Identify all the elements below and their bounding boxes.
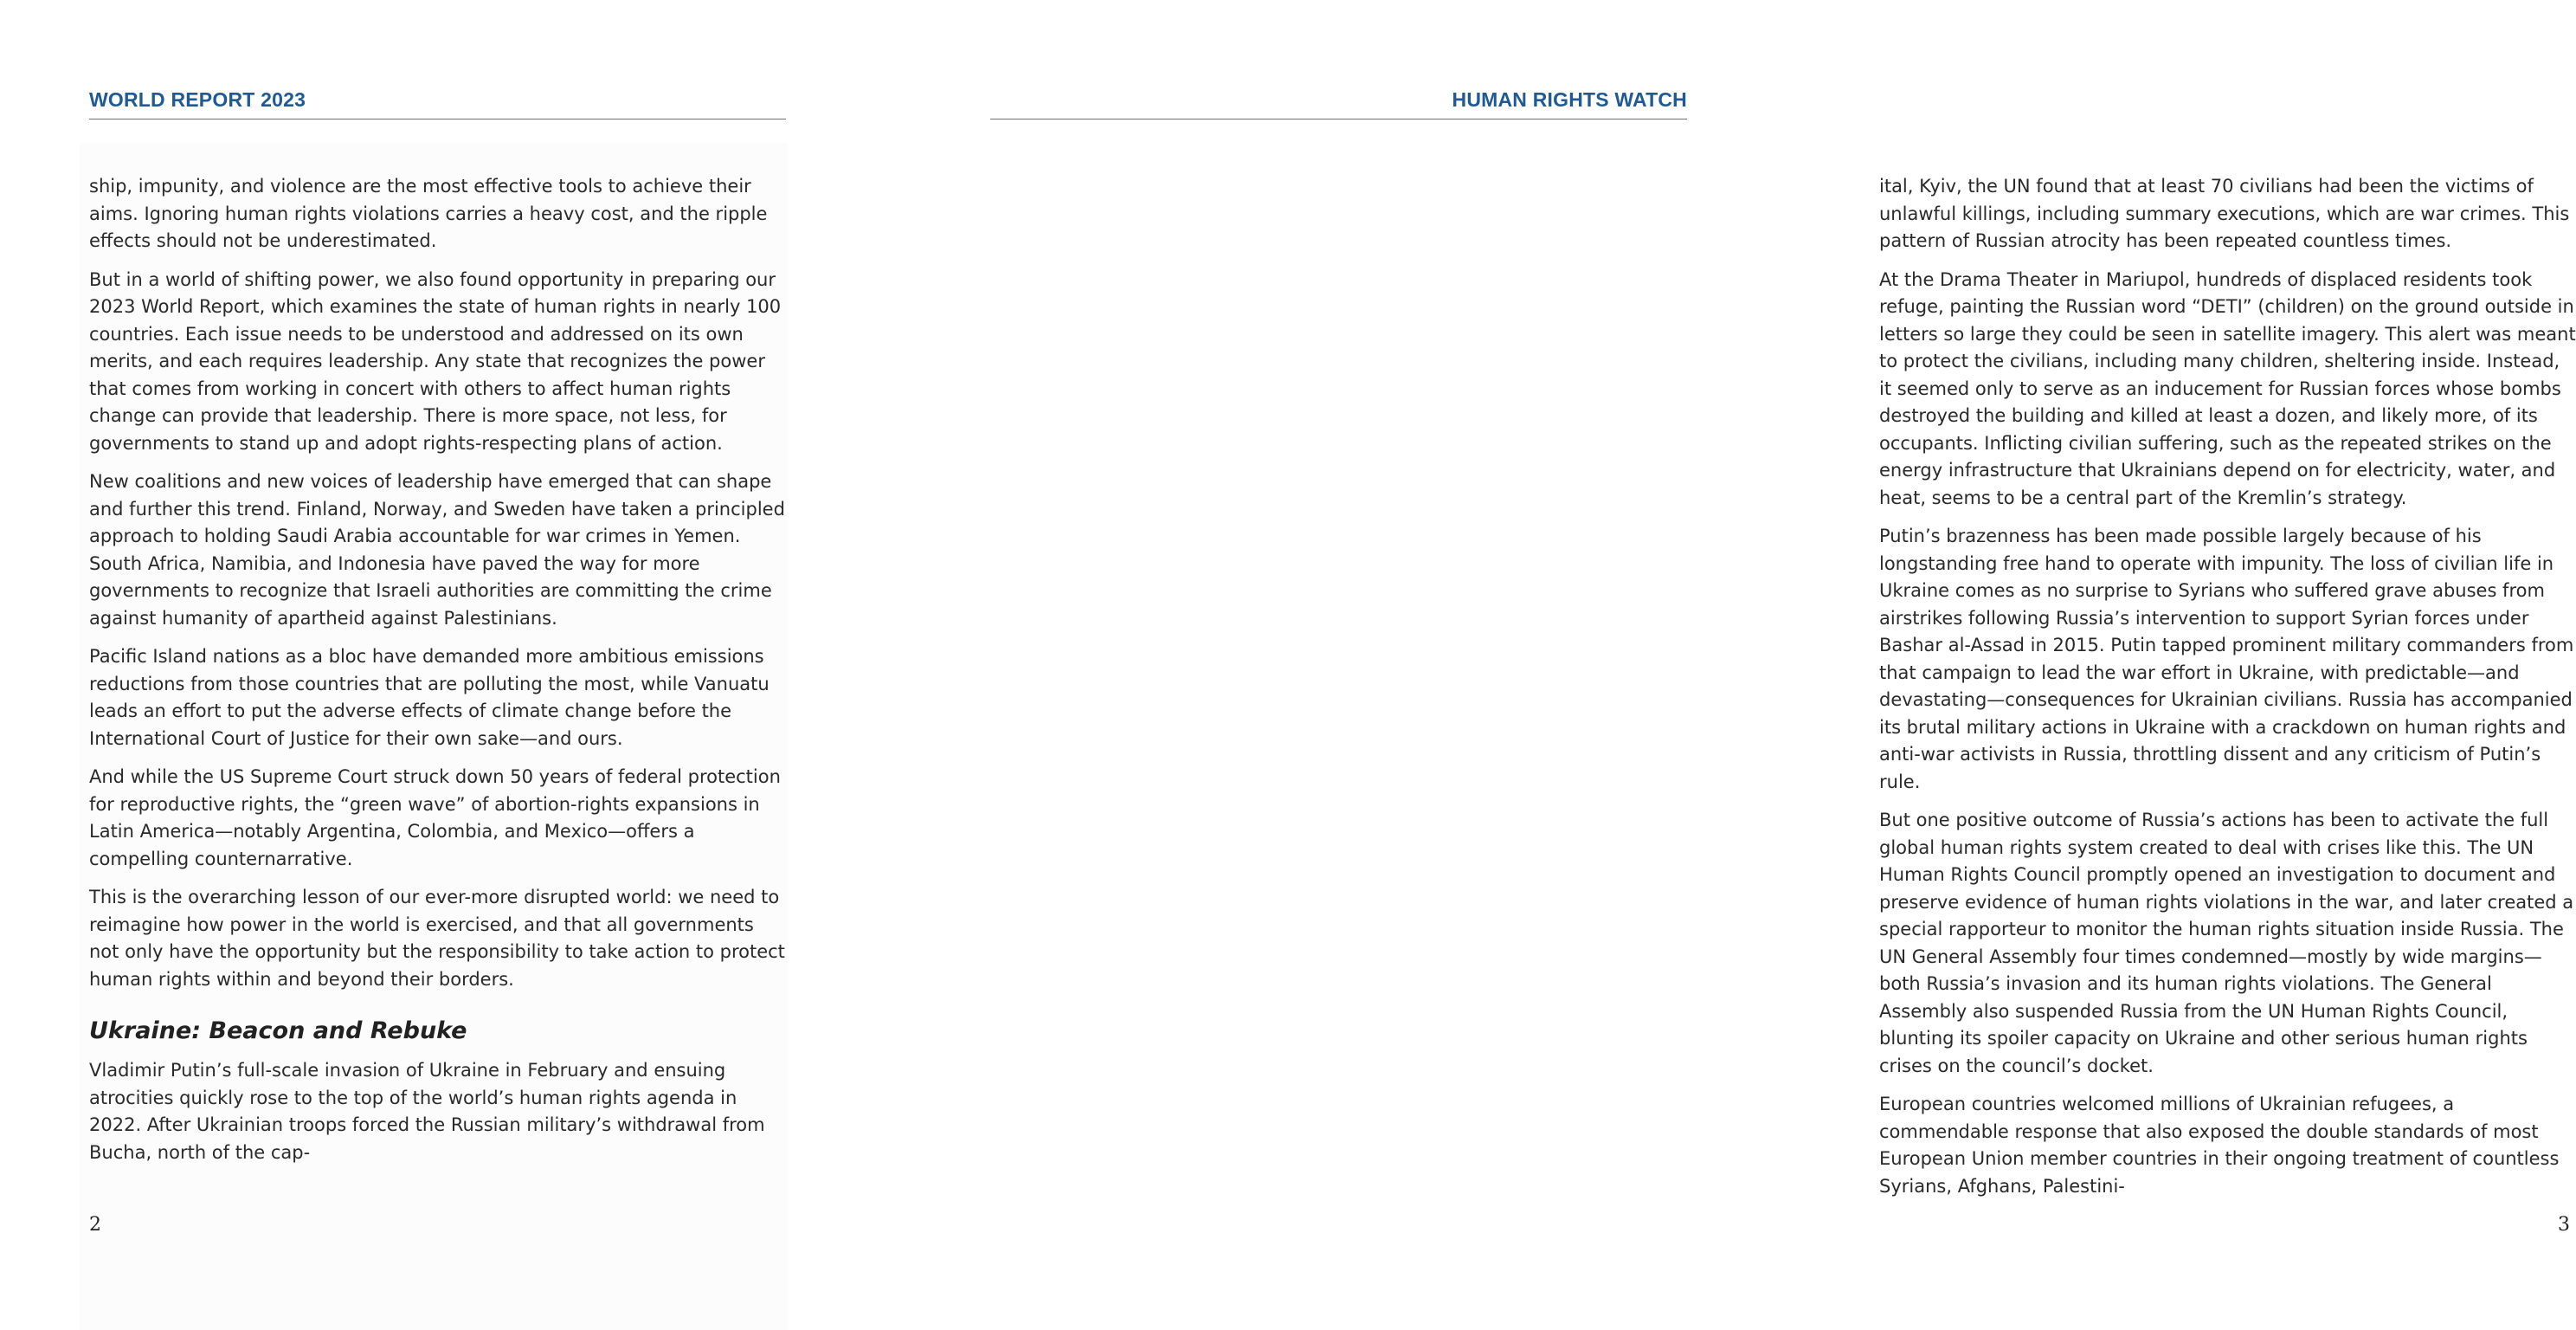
body-column [89, 173, 786, 1178]
paragraph: This is the overarching lesson of our ever-more disrupted world: we need to reimagine how power in the world is exercised, and that all governments not only have the opportunity but the responsibility to take action to protect human rights within and beyond their borders. [89, 887, 785, 990]
page-number: 3 [2558, 1214, 2570, 1236]
paragraph: But in a world of shifting power, we also found opportunity in preparing our 2023 World Report, which examines the state of human rights in nearly 100 countries. Each issue needs to be understood and addressed on its own merits, and each requires leadership. Any state that recognizes the power that comes from working in concert with others to affect human rights change can provide that leadership. There is more space, not less, for governments to stand up and adopt rights-respecting plans of action. [89, 268, 782, 454]
paragraph: And while the US Supreme Court struck down 50 years of federal protection for reproductive rights, the “green wave” of abortion-rights expansions in Latin America—notably Argentina, Colombia, and Mexico—offers a compelling counternarrative. [89, 766, 781, 869]
paragraph: Putin’s brazenness has been made possible largely because of his longstanding free hand to operate with impunity. The loss of civilian life in Ukraine comes as no surprise to Syrians who suffered grave abuses from airstrikes following Russia’s intervention to support Syrian forces under Bashar al-Assad in 2015. Putin tapped prominent military commanders from that campaign to lead the war effort in Ukraine, with predictable—and devastating—consequences for Ukrainian civilians. Russia has accompanied its brutal military actions in Ukraine with a crackdown on human rights and anti-war activists in Russia, throttling dissent and any criticism of Putin’s rule. [1879, 526, 2574, 792]
paragraph: But one positive outcome of Russia’s actions has been to activate the full global human rights system created to deal with crises like this. The UN Human Rights Council promptly opened an investigation to document and preserve evidence of human rights violations in the war, and later created a special rapporteur to monitor the human rights situation inside Russia. The UN General Assembly four times condemned—mostly by wide margins—both Russia’s invasion and its human rights violations. The General Assembly also suspended Russia from the UN Human Rights Council, blunting its spoiler capacity on Ukraine and other serious human rights crises on the council’s docket. [1879, 810, 2574, 1076]
paragraph: At the Drama Theater in Mariupol, hundreds of displaced residents took refuge, painting the Russian word “DETI” (children) on the ground outside in letters so large they could be seen in satellite imagery. This alert was meant to protect the civilians, including many children, sheltering inside. Instead, it seemed only to serve as an inducement for Russian forces whose bombs destroyed the building and killed at least a dozen, and likely more, of its occupants. Inflicting civilian suffering, such as the repeated strikes on the energy infrastructure that Ukrainians depend on for electricity, water, and heat, seems to be a central part of the Kremlin’s strategy. [1879, 268, 2576, 508]
section-heading: Ukraine: Beacon and Rebuke [89, 1017, 467, 1044]
organization-name: HUMAN RIGHTS WATCH [1452, 88, 1687, 111]
report-title: WORLD REPORT 2023 [89, 88, 306, 111]
paragraph: ship, impunity, and violence are the most effective tools to achieve their aims. Ignoring human rights violations carries a heavy cost, and the ripple effects should not be underestimated. [89, 176, 768, 251]
paragraph: New coalitions and new voices of leadership have emerged that can shape and further this trend. Finland, Norway, and Sweden have taken a principled approach to holding Saudi Arabia accountable for war crimes in Yemen. South Africa, Namibia, and Indonesia have paved the way for more governments to recognize that Israeli authorities are committing the crime against humanity of apartheid against Palestinians. [89, 471, 785, 629]
paragraph: Vladimir Putin’s full-scale invasion of Ukraine in February and ensuing atrocities quickly rose to the top of the world’s human rights agenda in 2022. After Ukrainian troops forced the Russian military’s withdrawal from Bucha, north of the cap- [89, 1060, 765, 1163]
running-header [89, 84, 786, 119]
left-page [0, 0, 886, 1330]
paragraph: Pacific Island nations as a bloc have demanded more ambitious emissions reductions from those countries that are polluting the most, while Vanuatu leads an effort to put the adverse effects of climate change before the International Court of Justice for their own sake—and ours. [89, 646, 770, 749]
body-column [1879, 173, 2576, 1211]
page-number: 2 [89, 1214, 101, 1236]
running-header [990, 84, 1687, 119]
right-page [886, 0, 2576, 1330]
paragraph: European countries welcomed millions of Ukrainian refugees, a commendable response that also exposed the double standards of most European Union member countries in their ongoing treatment of countless Syrians, Afghans, Palestini- [1879, 1094, 2560, 1197]
paragraph: ital, Kyiv, the UN found that at least 70 civilians had been the victims of unlawful killings, including summary executions, which are war crimes. This pattern of Russian atrocity has been repeated countless times. [1879, 176, 2570, 251]
